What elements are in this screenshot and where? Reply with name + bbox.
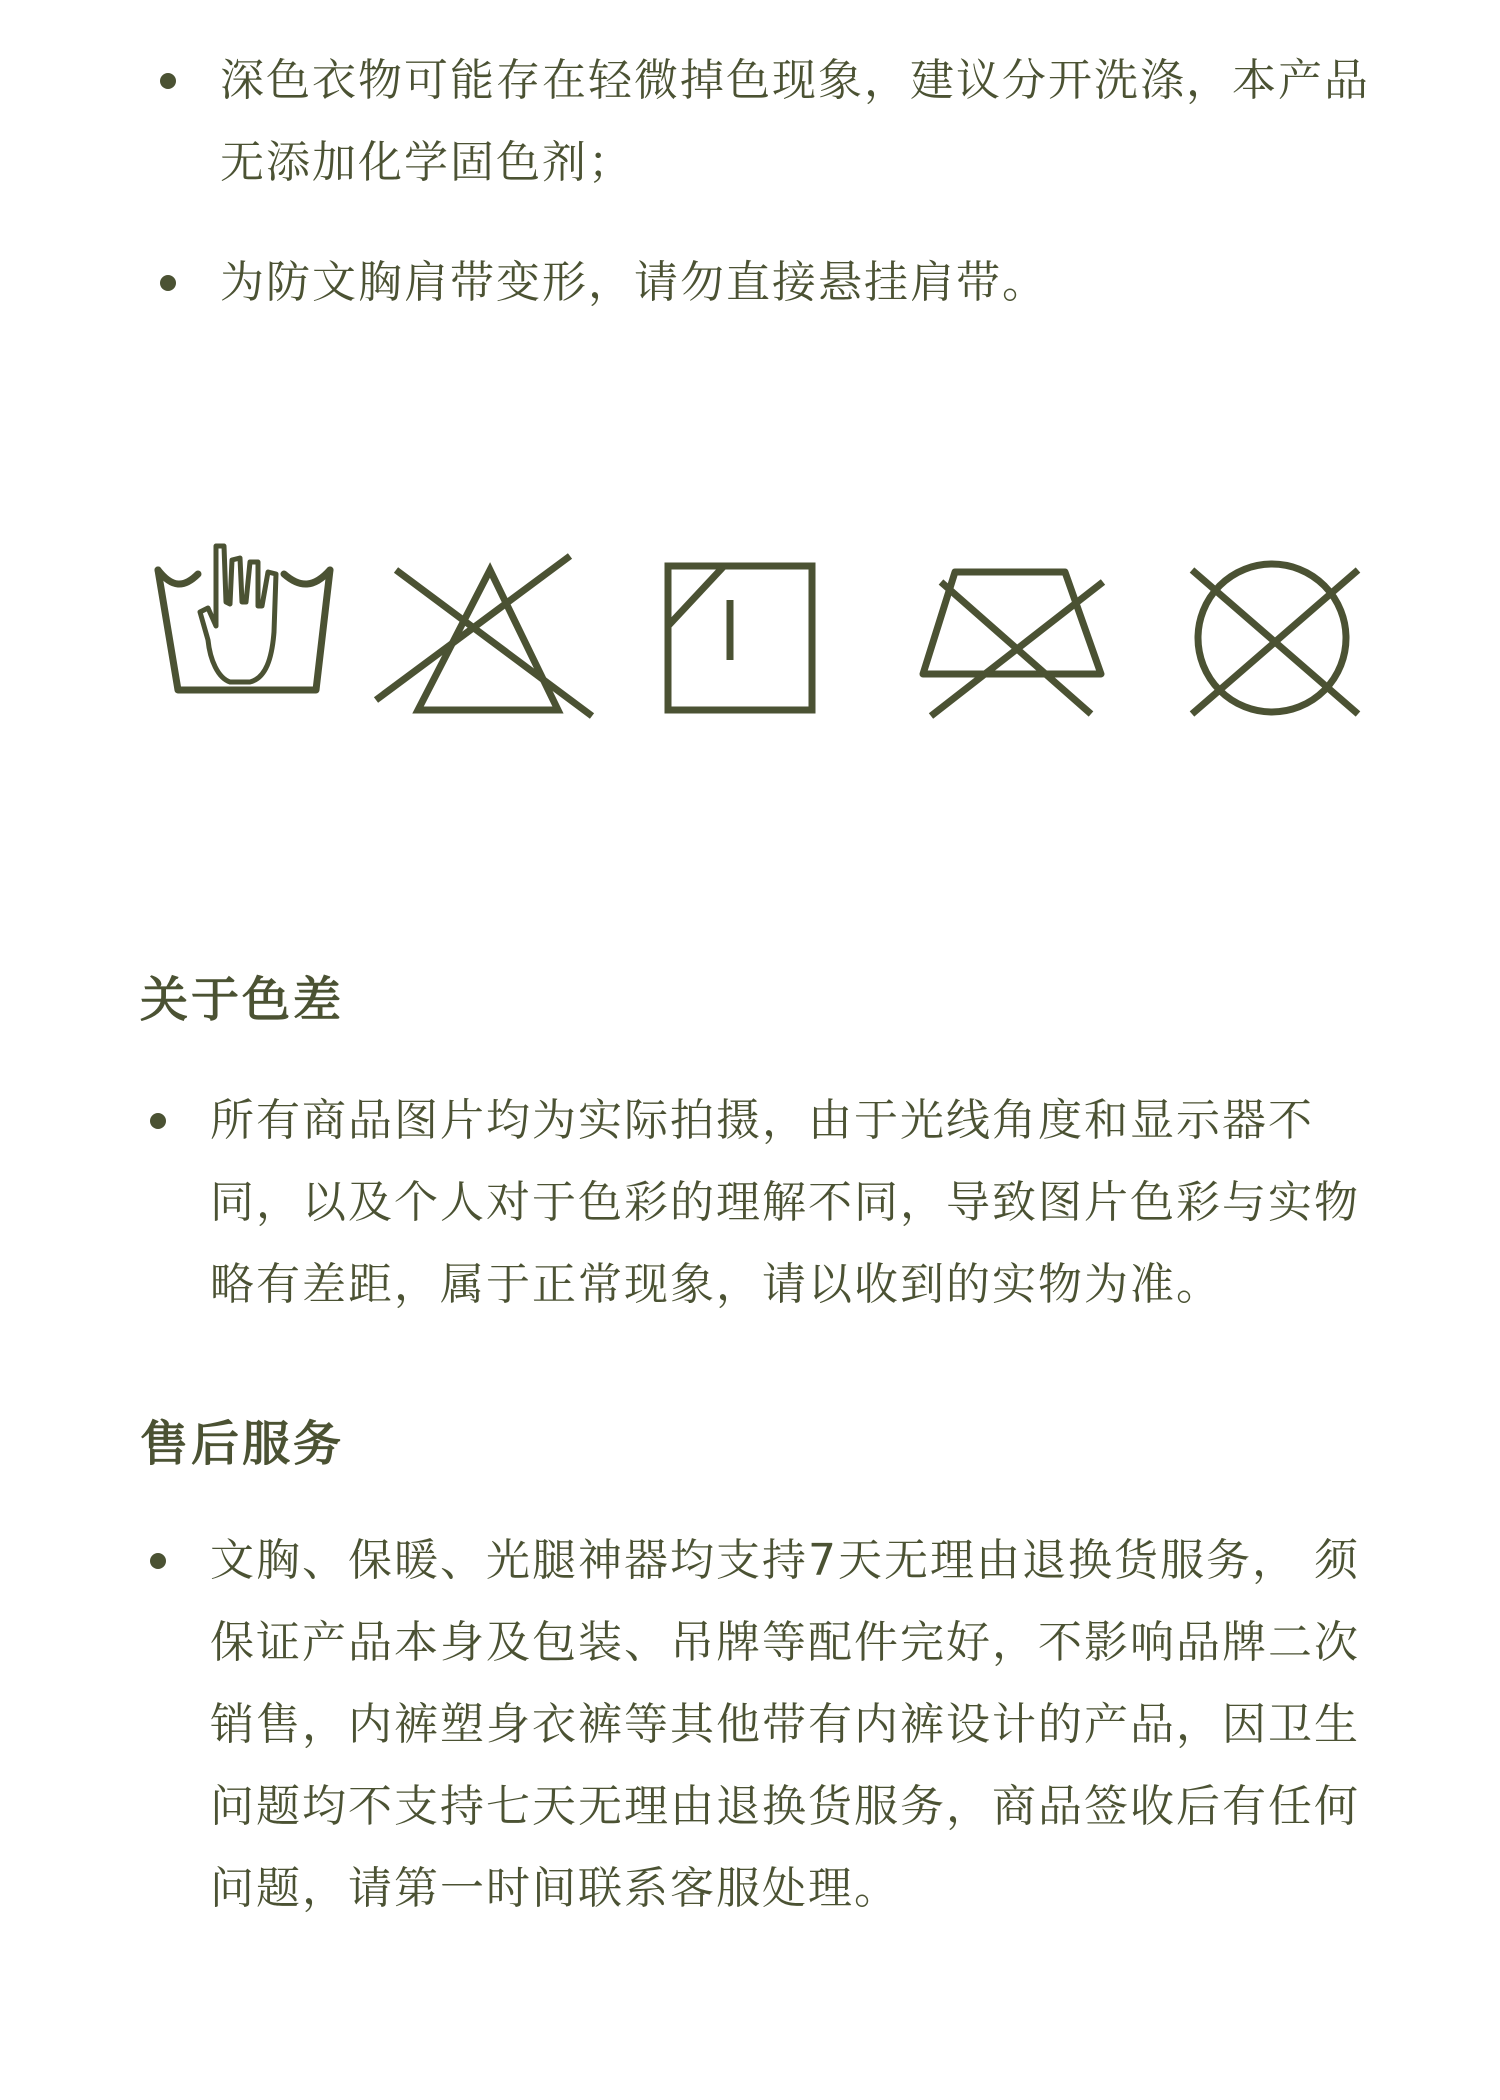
color-difference-text: 所有商品图片均为实际拍摄，由于光线角度和显示器不同，以及个人对于色彩的理解不同，导致图片色彩与实物略有差距，属于正常现象，请以收到的实物为准。	[210, 1095, 1360, 1310]
color-difference-list	[140, 1080, 1400, 1326]
list-item	[140, 1080, 1400, 1326]
after-sales-title: 售后服务	[140, 1416, 345, 1472]
no-tumble-dry-icon	[1180, 554, 1370, 724]
color-difference-title: 关于色差	[140, 972, 345, 1028]
list-item	[150, 242, 1390, 324]
no-iron-icon	[915, 562, 1125, 722]
care-note-text: 深色衣物可能存在轻微掉色现象，建议分开洗涤，本产品无添加化学固色剂；	[220, 55, 1370, 188]
list-item	[140, 1520, 1400, 1930]
drip-dry-icon	[662, 560, 822, 720]
bullet-dot	[150, 1553, 166, 1569]
bullet-dot	[150, 1113, 166, 1129]
bullet-dot	[160, 275, 176, 291]
care-note-text: 为防文胸肩带变形，请勿直接悬挂肩带。	[220, 257, 1048, 308]
no-bleach-icon	[370, 550, 600, 720]
after-sales-list	[140, 1520, 1400, 1930]
care-icons-row	[140, 540, 1380, 740]
after-sales-text: 文胸、保暖、光腿神器均支持7天无理由退换货服务， 须保证产品本身及包装、吊牌等配件完好，不影响品牌二次销售，内裤塑身衣裤等其他带有内裤设计的产品，因卫生问题均不支持七天无理由退换货服务，商品签收后有任何问题，请第一时间联系客服处理。	[210, 1535, 1360, 1914]
hand-wash-icon	[154, 540, 334, 710]
list-item	[150, 40, 1390, 204]
bullet-dot	[160, 73, 176, 89]
care-notes-list	[150, 40, 1390, 324]
